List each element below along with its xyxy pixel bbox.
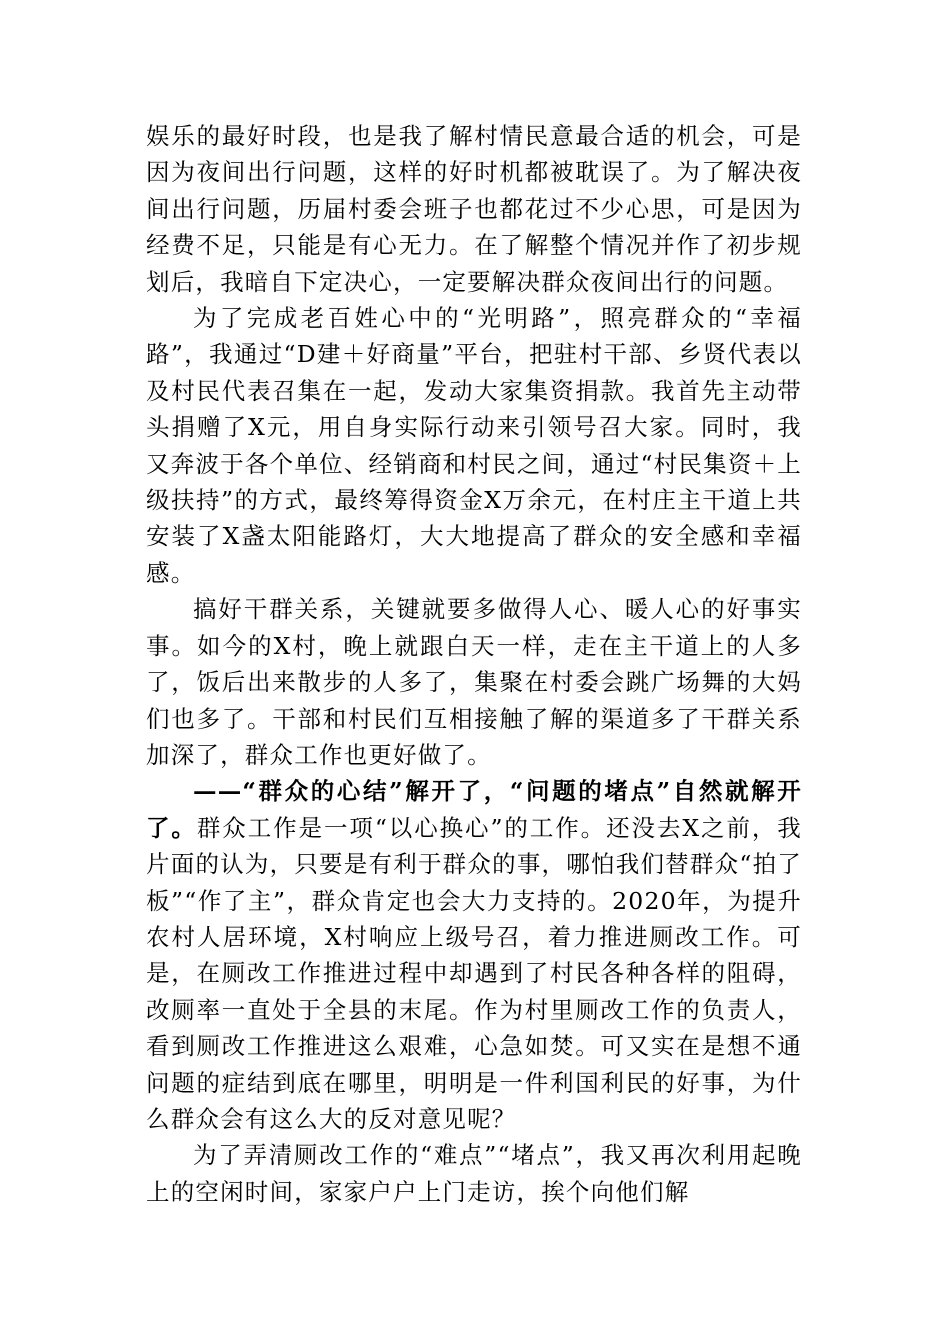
paragraph-2-text: 为了完成老百姓心中的“光明路”，照亮群众的“幸福路”，我通过“D建＋好商量”平台，把驻村干部、乡贤代表以及村民代表召集在一起，发动大家集资捐款。我首先主动带头捐赠了X元，用自身实际行动来引领号召大家。同时，我又奔波于各个单位、经销商和村民之间，通过“村民集资＋上级扶持”的方式，最终筹得资金X万余元，在村庄主干道上共安装了X盏太阳能路灯，大大地提高了群众的安全感和幸福感。 <box>146 304 802 587</box>
paragraph-1-text: 娱乐的最好时段，也是我了解村情民意最合适的机会，可是因为夜间出行问题，这样的好时机都被耽误了。为了解决夜间出行问题，历届村委会班子也都花过不少心思，可是因为经费不足，只能是有心无力。在了解整个情况并作了初步规划后，我暗自下定决心，一定要解决群众夜间出行的问题。 <box>146 122 802 296</box>
paragraph-3 <box>146 591 802 773</box>
paragraph-4-heading: ——“群众的心结”解开了，“问题的堵点”自然就解开了。 <box>146 777 802 842</box>
paragraph-4-text: 群众工作是一项“以心换心”的工作。还没去X之前，我片面的认为，只要是有利于群众的事，哪怕我们替群众“拍了板”“作了主”，群众肯定也会大力支持的。2020年，为提升农村人居环境，X村响应上级号召，着力推进厕改工作。可是，在厕改工作推进过程中却遇到了村民各种各样的阻碍，改厕率一直处于全县的末尾。作为村里厕改工作的负责人，看到厕改工作推进这么艰难，心急如焚。可又实在是想不通问题的症结到底在哪里，明明是一件利国利民的好事，为什么群众会有这么大的反对意见呢？ <box>146 813 802 1133</box>
paragraph-2 <box>146 300 802 591</box>
paragraph-4 <box>146 773 802 1137</box>
paragraph-3-text: 搞好干群关系，关键就要多做得人心、暖人心的好事实事。如今的X村，晚上就跟白天一样，走在主干道上的人多了，饭后出来散步的人多了，集聚在村委会跳广场舞的大妈们也多了。干部和村民们互相接触了解的渠道多了干群关系加深了，群众工作也更好做了。 <box>146 595 802 769</box>
paragraph-5-text: 为了弄清厕改工作的“难点”“堵点”，我又再次利用起晚上的空闲时间，家家户户上门走访，挨个向他们解 <box>146 1141 802 1206</box>
paragraph-1 <box>146 118 802 300</box>
paragraph-5 <box>146 1137 802 1210</box>
